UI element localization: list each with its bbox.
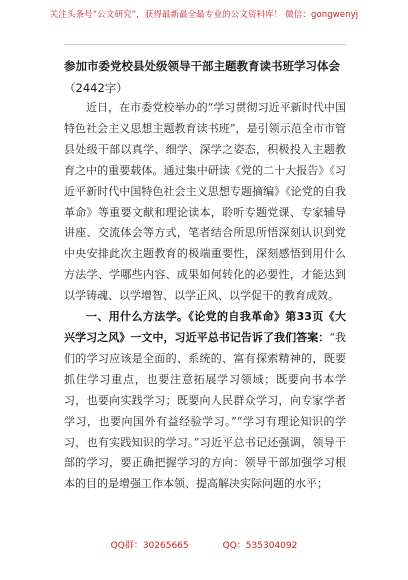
section-1-heading: 一、用什么方法学。 — [86, 310, 189, 324]
footer-qq-group: QQ群：30265665 — [110, 541, 189, 551]
section-1-heading-rest: 《论党的自我革命》第33页《大兴学习之风》一文中，习近平总书记告诉了我们答案： — [64, 310, 347, 344]
header-banner: 关注头条号“公文研究”，获得最新最全最专业的公文资料库！ 微信：gongwenyj — [49, 10, 359, 20]
footer-qq-number: QQ：535304092 — [222, 541, 298, 551]
document-title: 参加市委党校县处级领导干部主题教育读书班学习体会 — [64, 59, 340, 73]
header-divider — [64, 44, 346, 45]
document-body — [64, 98, 346, 495]
footer-contact — [0, 538, 408, 551]
section-1-text: “我们的学习应该是全面的、系统的、富有探索精神的，既要抓住学习重点，也要注意拓展学习领域；既要向书本学习，也要向实践学习；既要向人民群众学习，向专家学者学习，也要向国外有益经验学习。”“学习有理论知识的学习，也有实践知识的学习。”习近平总书记还强调，领导干部的学习，要正确把握学习的方向：领导干部加强学习根本的目的是增强工作本领、提高解决实际问题的水平； — [64, 330, 347, 491]
section-1-paragraph — [64, 307, 346, 495]
word-count: （2442字） — [64, 81, 128, 95]
intro-paragraph: 近日，在市委党校举办的“学习贯彻习近平新时代中国特色社会主义思想主题教育读书班”，是引领示范全市市管县处级干部以真学、细学、深学之姿态，积极投入主题教育之中的重要载体。通过集中研读《党的二十大报告》《习近平新时代中国特色社会主义思想专题摘编》《论党的自我革命》等重要文献和理论读本，聆听专题党课、专家辅导讲座、交流体会等方式，笔者结合所思所悟深刻认识到党中央安排此次主题教育的极端重要性，深刻感悟到用什么方法学、学哪些内容、成果如何转化的必要性，才能达到以学铸魂、以学增智、以学正风、以学促干的教育成效。 — [64, 101, 346, 303]
